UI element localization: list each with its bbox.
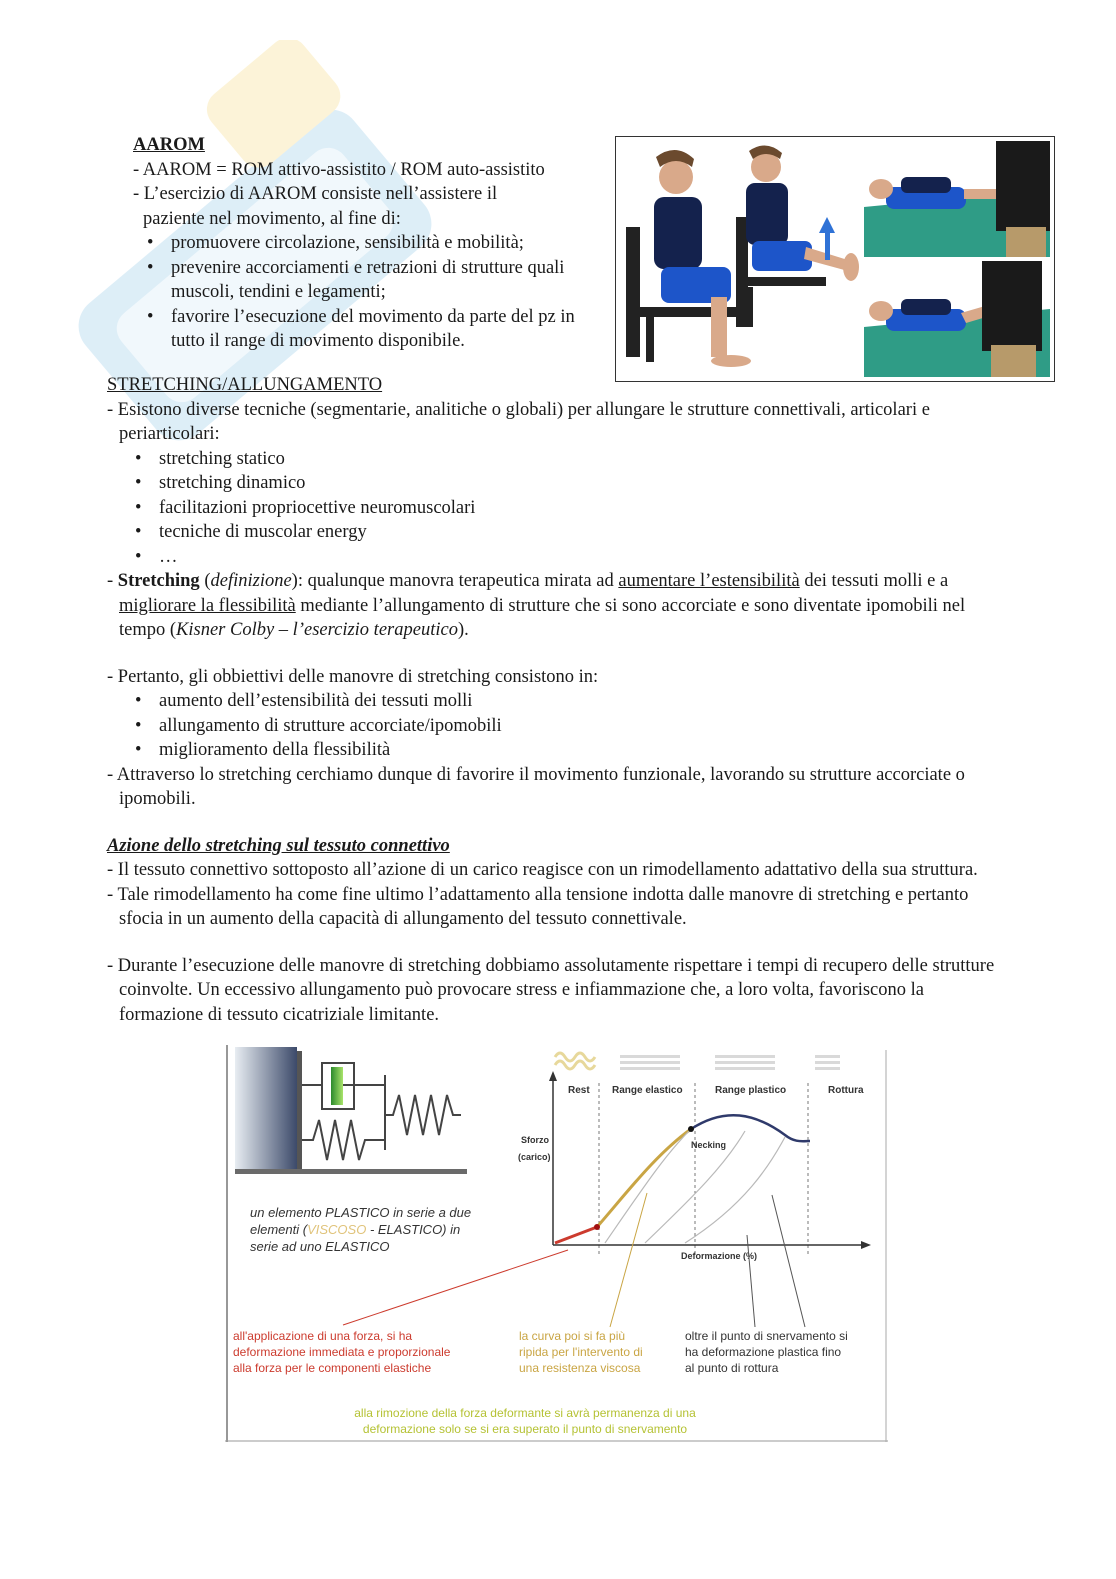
list-item: • … bbox=[133, 545, 1007, 570]
plastic-curve-segment bbox=[691, 1115, 810, 1141]
seated-patient-figure bbox=[626, 150, 751, 367]
x-axis-label: Deformazione (%) bbox=[681, 1251, 758, 1261]
zone-label-rest: Rest bbox=[568, 1085, 590, 1096]
mechanical-model-figure bbox=[235, 1047, 467, 1174]
stress-strain-diagram bbox=[225, 1045, 888, 1442]
svg-text:deformazione solo se si era su: deformazione solo se si era superato il punto di snervamento bbox=[362, 1422, 688, 1436]
definition-emphasis: migliorare la flessibilità bbox=[119, 595, 296, 616]
connective-paragraph: - Durante l’esecuzione delle manovre di stretching dobbiamo assolutamente rispettare i tempi di recupero delle strutture coinvolte. Un eccessivo allungamento può provocare stress e infiammazione che, a loro volta, favoriscono la formazione di tessuto cicatriziale limitante. bbox=[107, 955, 995, 1025]
objectives-list bbox=[133, 689, 1007, 763]
aarom-section bbox=[133, 133, 603, 354]
note-plastic bbox=[685, 1329, 848, 1375]
aarom-exercise-photo bbox=[615, 136, 1055, 382]
svg-text:al punto di rottura: al punto di rottura bbox=[685, 1361, 779, 1375]
definition-term: Stretching bbox=[117, 571, 200, 591]
list-item: • promuovere circolazione, sensibilità e mobilità; bbox=[145, 231, 603, 256]
zone-label-plastic: Range plastico bbox=[715, 1085, 787, 1096]
list-item: • prevenire accorciamenti e retrazioni di strutture quali muscoli, tendini e legamenti; bbox=[145, 256, 603, 305]
pointer-line bbox=[343, 1250, 568, 1325]
model-caption: serie ad uno ELASTICO bbox=[250, 1239, 390, 1254]
model-caption: elementi (VISCOSO - ELASTICO) in bbox=[250, 1222, 461, 1237]
necking-label: Necking bbox=[691, 1140, 727, 1150]
connective-paragraph: - Il tessuto connettivo sottoposto all’azione di un carico reagisce con un rimodellamento adattativo della sua struttura. bbox=[107, 860, 978, 880]
leg-raise-figure bbox=[736, 145, 859, 327]
list-item: • allungamento di strutture accorciate/ipomobili bbox=[133, 714, 1007, 739]
list-item: • facilitazioni propriocettive neuromuscolari bbox=[133, 496, 1007, 521]
citation: Kisner Colby – l’esercizio terapeutico bbox=[176, 620, 458, 640]
unloading-curve bbox=[605, 1129, 691, 1243]
list-item: • favorire l’esecuzione del movimento da parte del pz in tutto il range di movimento disponibile. bbox=[145, 305, 603, 354]
list-item: • aumento dell’estensibilità dei tessuti molli bbox=[133, 689, 1007, 714]
stretching-techniques-list bbox=[133, 447, 1007, 570]
passive-assist-photo-bottom bbox=[864, 261, 1050, 377]
unloading-curve bbox=[685, 1137, 785, 1243]
aarom-definition: - AAROM = ROM attivo-assistito / ROM auto-assistito bbox=[133, 159, 545, 180]
definition-emphasis: aumentare l’estensibilità bbox=[618, 571, 800, 591]
note-permanent bbox=[354, 1406, 696, 1436]
svg-text:la curva poi si fa più: la curva poi si fa più bbox=[519, 1329, 626, 1343]
model-caption: un elemento PLASTICO in serie a due bbox=[250, 1205, 472, 1220]
aarom-photo-illustration bbox=[616, 137, 1054, 381]
svg-text:una resistenza viscosa: una resistenza viscosa bbox=[519, 1361, 641, 1375]
svg-text:ripida per l'intervento di: ripida per l'intervento di bbox=[519, 1345, 643, 1359]
objectives-intro: - Pertanto, gli obbiettivi delle manovre di stretching consistono in: bbox=[107, 666, 599, 687]
list-item: • stretching dinamico bbox=[133, 471, 1007, 496]
y-axis-label: (carico) bbox=[518, 1152, 551, 1162]
svg-text:oltre il punto di snervamento: oltre il punto di snervamento si bbox=[685, 1329, 848, 1343]
stretching-section bbox=[107, 373, 1007, 1027]
aarom-title: AAROM bbox=[133, 135, 205, 155]
aarom-description-cont: paziente nel movimento, al fine di: bbox=[143, 208, 401, 229]
connective-heading: Azione dello stretching sul tessuto connettivo bbox=[107, 835, 450, 856]
aarom-goals-list bbox=[145, 231, 603, 354]
note-elastic bbox=[233, 1329, 451, 1375]
passive-assist-photo-top bbox=[864, 141, 1050, 257]
svg-text:all'applicazione di una forza,: all'applicazione di una forza, si ha bbox=[233, 1329, 413, 1343]
stretching-heading: STRETCHING/ALLUNGAMENTO bbox=[107, 375, 383, 395]
yield-point bbox=[688, 1126, 694, 1132]
y-axis-label: Sforzo bbox=[521, 1135, 549, 1145]
connective-paragraph: - Tale rimodellamento ha come fine ultimo l’adattamento alla tensione indotta dalle manovre di stretching e pertanto sfocia in un aumento della capacità di allungamento del tessuto connettivale. bbox=[107, 884, 969, 929]
list-item: • stretching statico bbox=[133, 447, 1007, 472]
elastic-curve-segment bbox=[555, 1227, 597, 1243]
note-viscous bbox=[519, 1329, 643, 1375]
pointer-line bbox=[747, 1235, 755, 1327]
stretching-definition: - Stretching (definizione): qualunque manovra terapeutica mirata ad aumentare l’estensibilità dei tessuti molli e a migliorare la flessibilità mediante l’allungamento di strutture che si sono accorciate e sono diventate ipomobili nel tempo (Kisner Colby – l’esercizio terapeutico). bbox=[107, 571, 966, 640]
svg-text:deformazione immediata e propo: deformazione immediata e proporzionale bbox=[233, 1345, 451, 1359]
aarom-description: - L’esercizio di AAROM consiste nell’assistere il bbox=[133, 184, 498, 204]
stretching-intro: - Esistono diverse tecniche (segmentarie, analitiche o globali) per allungare le strutture connettivali, articolari e periarticolari: bbox=[107, 399, 930, 444]
zone-label-elastic: Range elastico bbox=[612, 1085, 683, 1096]
svg-text:ha deformazione plastica fino: ha deformazione plastica fino bbox=[685, 1345, 842, 1359]
functional-movement-text: - Attraverso lo stretching cerchiamo dunque di favorire il movimento funzionale, lavorando su strutture accorciate o ipomobili. bbox=[107, 764, 965, 809]
svg-text:alla forza per le componenti e: alla forza per le componenti elastiche bbox=[233, 1361, 432, 1375]
list-item: • miglioramento della flessibilità bbox=[133, 738, 1007, 763]
svg-text:alla rimozione della forza def: alla rimozione della forza deformante si avrà permanenza di una bbox=[354, 1406, 696, 1420]
pointer-line bbox=[772, 1195, 805, 1327]
pointer-line bbox=[610, 1193, 647, 1327]
elastic-limit-point bbox=[594, 1224, 600, 1230]
zone-label-break: Rottura bbox=[828, 1085, 864, 1096]
list-item: • tecniche di muscolar energy bbox=[133, 520, 1007, 545]
zone-header-icons bbox=[555, 1053, 840, 1070]
